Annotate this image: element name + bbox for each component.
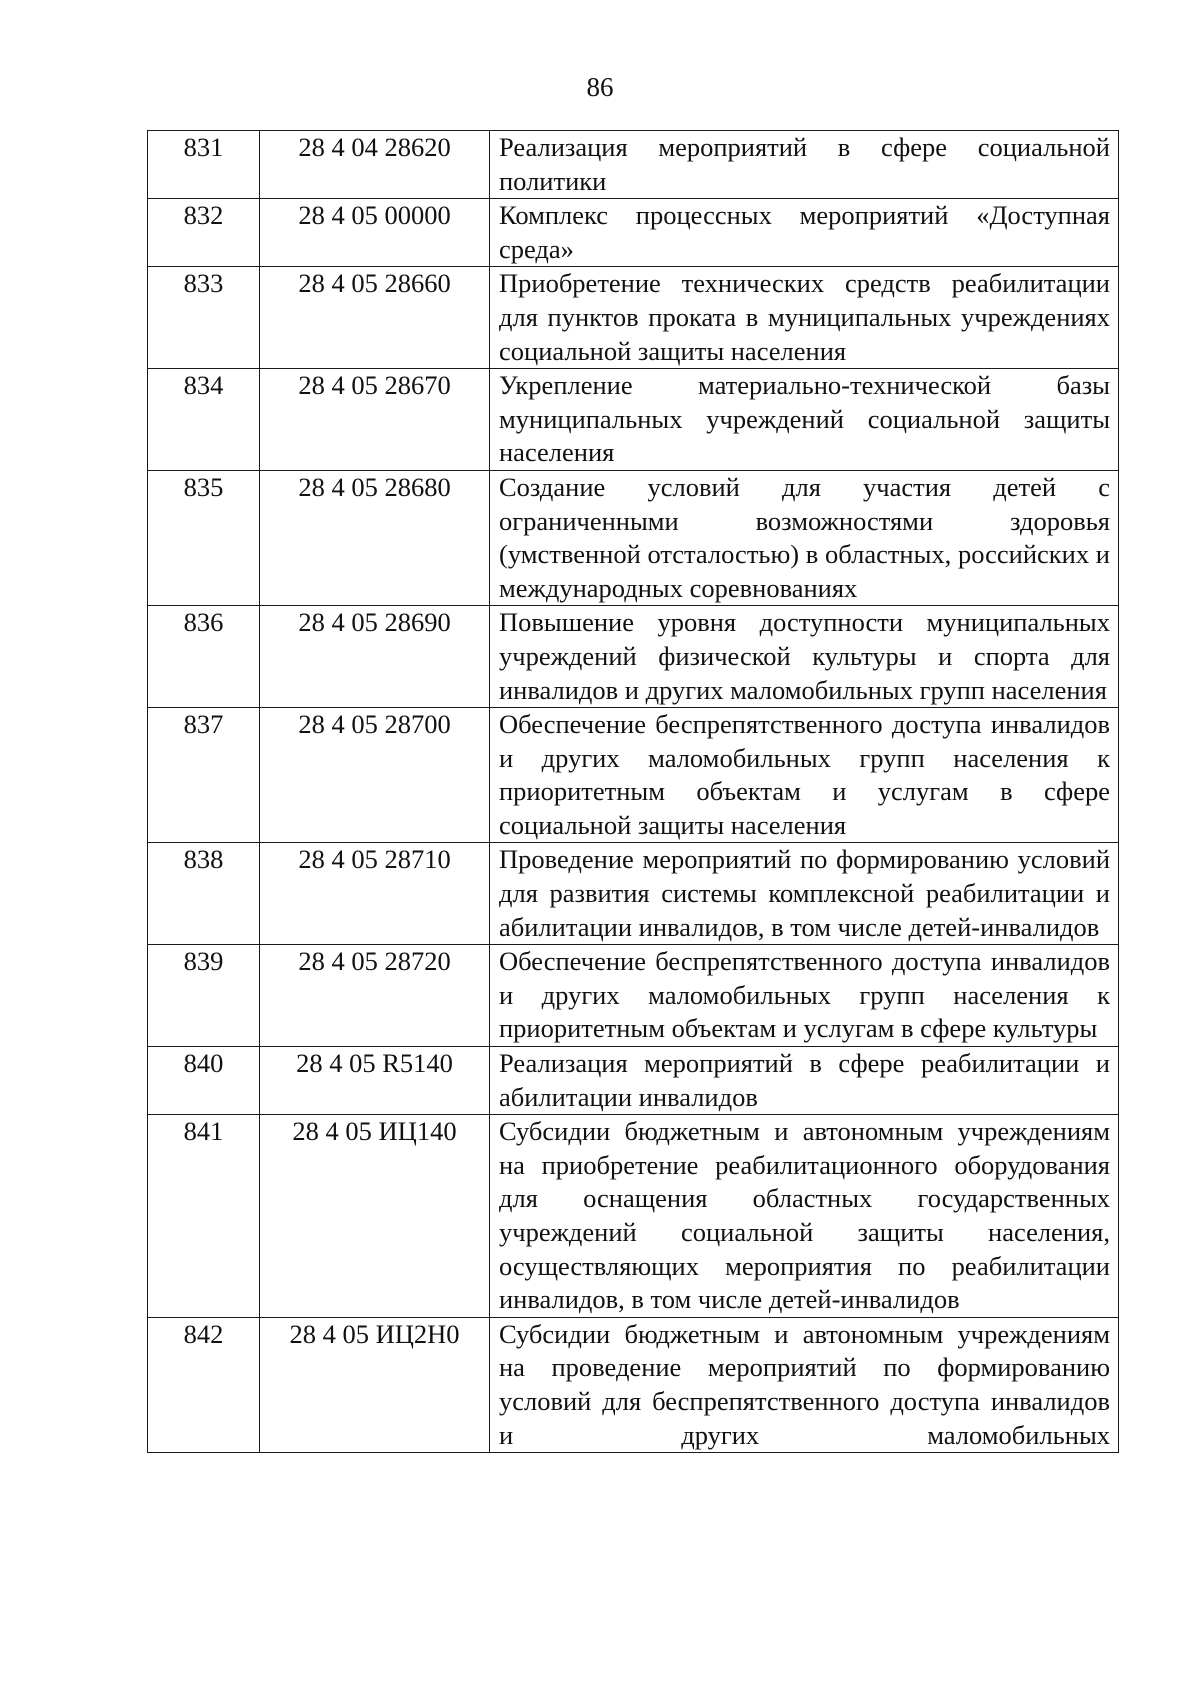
table-row: [148, 199, 1119, 267]
row-number: 837: [148, 708, 260, 843]
row-name: Реализация мероприятий в сфере социальной политики: [490, 131, 1119, 199]
row-code: 28 4 05 00000: [260, 199, 490, 267]
row-name: Создание условий для участия детей с ограниченными возможностями здоровья (умственной отсталостью) в областных, российских и международных соревнованиях: [490, 470, 1119, 605]
table-row: [148, 131, 1119, 199]
table-row: [148, 1115, 1119, 1318]
row-code: 28 4 05 ИЦ140: [260, 1115, 490, 1318]
row-number: 834: [148, 369, 260, 471]
table-row: [148, 1047, 1119, 1115]
row-code: 28 4 05 28700: [260, 708, 490, 843]
row-name: Реализация мероприятий в сфере реабилитации и абилитации инвалидов: [490, 1047, 1119, 1115]
row-code: 28 4 05 ИЦ2Н0: [260, 1317, 490, 1452]
row-name: Субсидии бюджетным и автономным учреждениям на проведение мероприятий по формированию условий для беспрепятственного доступа инвалидов и других маломобильных: [490, 1317, 1119, 1452]
row-number: 839: [148, 945, 260, 1047]
row-name: Повышение уровня доступности муниципальных учреждений физической культуры и спорта для инвалидов и других маломобильных групп населения: [490, 606, 1119, 708]
row-number: 836: [148, 606, 260, 708]
page-number: 86: [586, 72, 614, 102]
row-name: Обеспечение беспрепятственного доступа инвалидов и других маломобильных групп населения к приоритетным объектам и услугам в сфере культуры: [490, 945, 1119, 1047]
row-code: 28 4 05 28720: [260, 945, 490, 1047]
row-code: 28 4 04 28620: [260, 131, 490, 199]
table-row: [148, 470, 1119, 605]
row-number: 831: [148, 131, 260, 199]
row-code: 28 4 05 R5140: [260, 1047, 490, 1115]
row-number: 840: [148, 1047, 260, 1115]
table-row: [148, 369, 1119, 471]
row-code: 28 4 05 28710: [260, 843, 490, 945]
row-code: 28 4 05 28680: [260, 470, 490, 605]
table-row: [148, 945, 1119, 1047]
row-code: 28 4 05 28660: [260, 267, 490, 369]
row-name: Комплекс процессных мероприятий «Доступная среда»: [490, 199, 1119, 267]
table-row: [148, 843, 1119, 945]
row-name: Проведение мероприятий по формированию условий для развития системы комплексной реабилитации и абилитации инвалидов, в том числе детей-инвалидов: [490, 843, 1119, 945]
row-number: 833: [148, 267, 260, 369]
row-number: 838: [148, 843, 260, 945]
row-number: 832: [148, 199, 260, 267]
row-name: Приобретение технических средств реабилитации для пунктов проката в муниципальных учреждениях социальной защиты населения: [490, 267, 1119, 369]
table-row: [148, 606, 1119, 708]
table-row: [148, 1317, 1119, 1452]
row-number: 842: [148, 1317, 260, 1452]
row-name: Укрепление материально-технической базы муниципальных учреждений социальной защиты населения: [490, 369, 1119, 471]
row-name: Субсидии бюджетным и автономным учреждениям на приобретение реабилитационного оборудования для оснащения областных государственных учреждений социальной защиты населения, осуществляющих мероприятия по реабилитации инвалидов, в том числе детей-инвалидов: [490, 1115, 1119, 1318]
row-name: Обеспечение беспрепятственного доступа инвалидов и других маломобильных групп населения к приоритетным объектам и услугам в сфере социальной защиты населения: [490, 708, 1119, 843]
row-number: 835: [148, 470, 260, 605]
classification-table: [147, 130, 1119, 1453]
row-code: 28 4 05 28670: [260, 369, 490, 471]
row-number: 841: [148, 1115, 260, 1318]
table-row: [148, 708, 1119, 843]
row-code: 28 4 05 28690: [260, 606, 490, 708]
table-row: [148, 267, 1119, 369]
